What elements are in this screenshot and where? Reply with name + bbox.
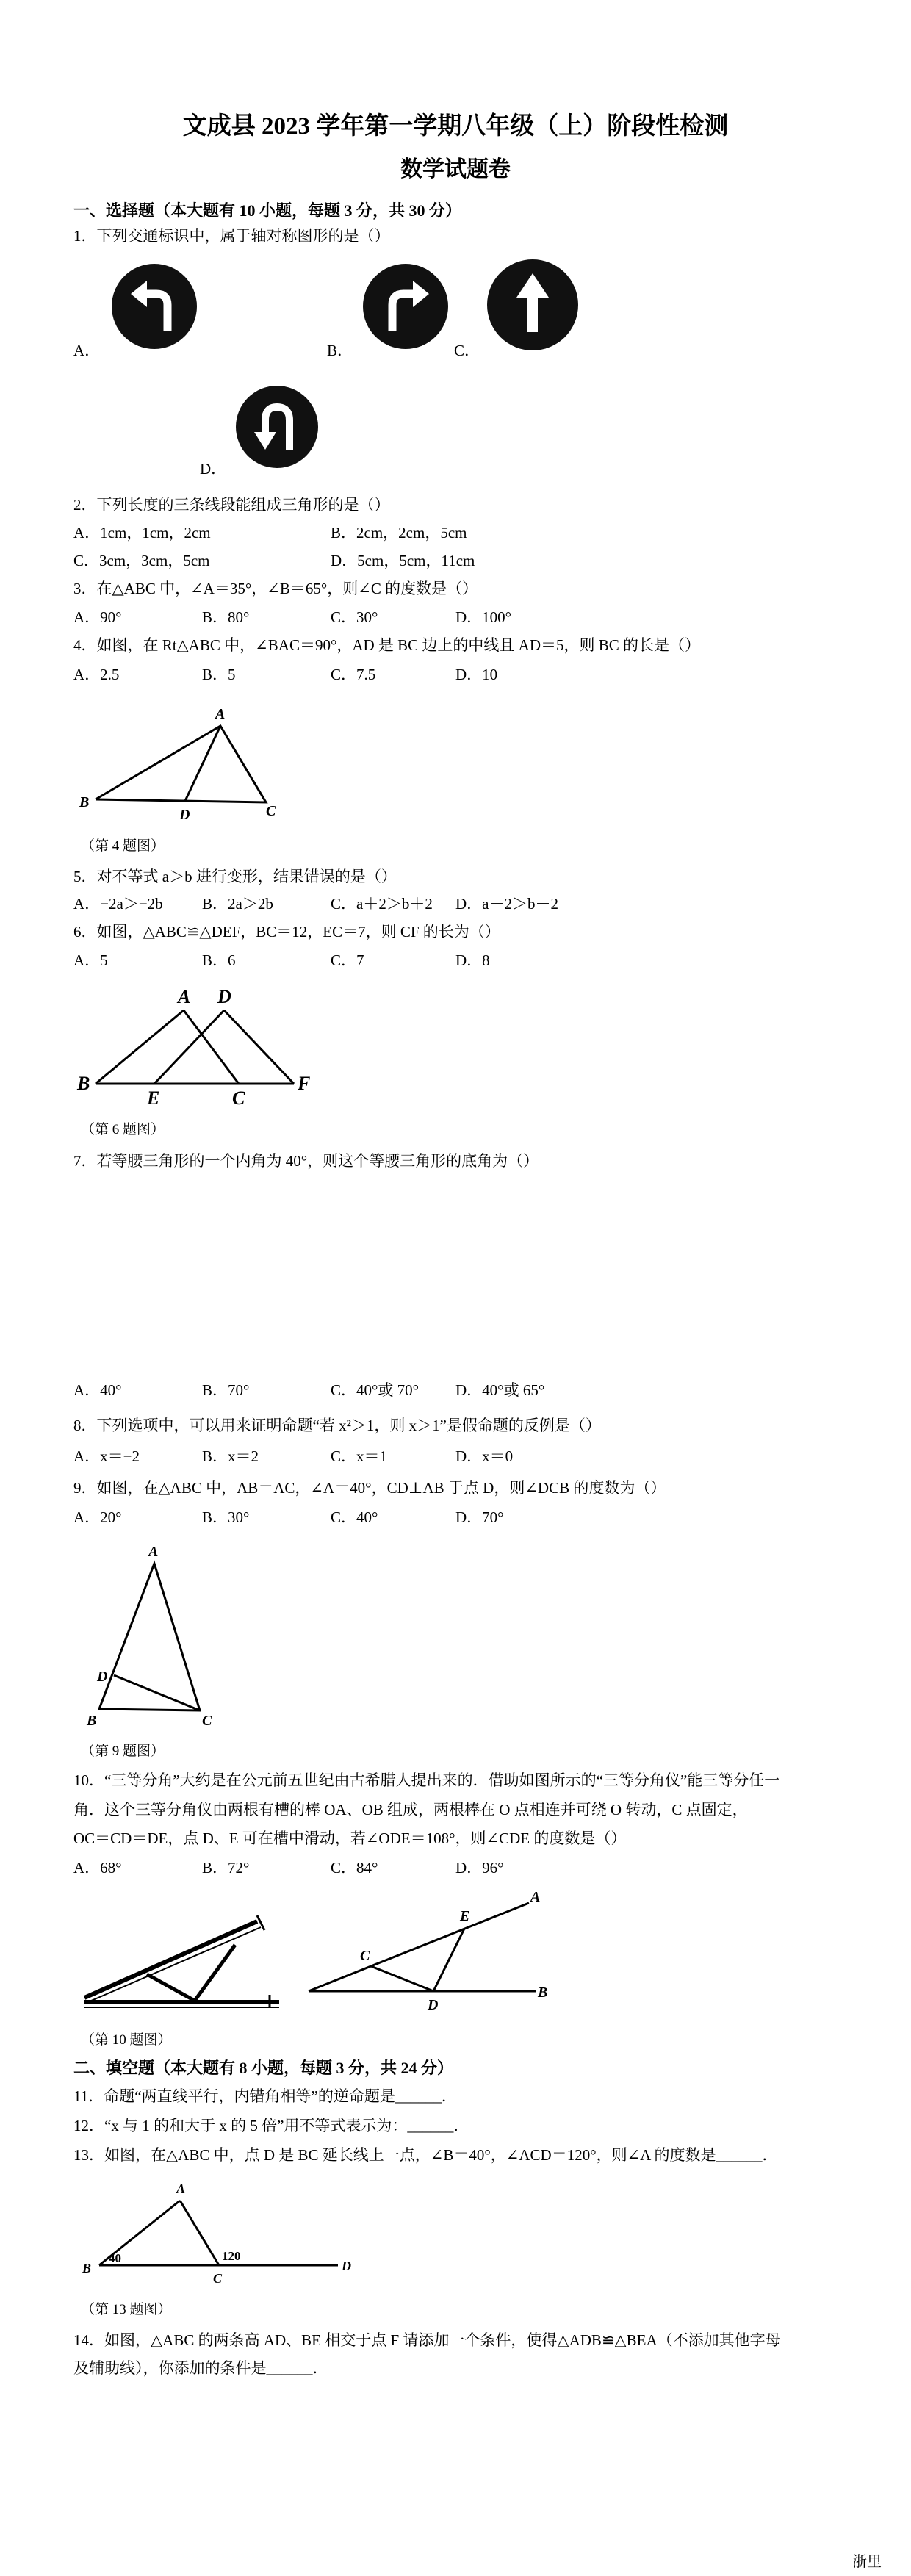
q6-caption: （第 6 题图） [81, 1122, 165, 1137]
q13-stem: 13．如图，在△ABC 中，点 D 是 BC 延长线上一点，∠B＝40°，∠ACD＝120°，则∠A 的度数是______． [73, 2146, 778, 2164]
exam-subtitle: 数学试题卷 [400, 157, 511, 181]
q4-label-d: D [179, 807, 190, 823]
q10-label-e: E [460, 1908, 470, 1924]
q1-label-a: A． [73, 342, 101, 359]
q2-option-d: D．5cm，5cm，11cm [331, 552, 475, 569]
turn-left-sign-icon [109, 261, 200, 352]
q7-stem: 7．若等腰三角形的一个内角为 40°，则这个等腰三角形的底角为（） [73, 1152, 539, 1170]
q4-label-b: B [79, 794, 90, 810]
q10-option-c: C．84° [331, 1859, 378, 1877]
q13-label-c: C [213, 2271, 223, 2286]
u-turn-sign-icon [234, 384, 320, 470]
q13-angle-acd: 120 [222, 2249, 241, 2263]
q8-option-c: C．x＝1 [331, 1447, 388, 1465]
q4-option-a: A．2.5 [73, 666, 120, 683]
q11-stem: 11．命题“两直线平行，内错角相等”的逆命题是______． [73, 2087, 457, 2105]
q13-label-b: B [82, 2261, 92, 2275]
q3-option-a: A．90° [73, 608, 122, 626]
q7-option-d: D．40°或 65° [455, 1381, 545, 1399]
q9-isosceles-triangle-figure [73, 1541, 235, 1733]
q6-option-b: B．6 [202, 951, 236, 969]
q4-triangle-figure [73, 698, 294, 823]
q4-option-d: D．10 [455, 666, 498, 683]
q13-triangle-figure [73, 2171, 367, 2289]
q5-option-c: C．a＋2＞b＋2 [331, 895, 433, 913]
q10-trisector-geometry-figure [301, 1888, 551, 2021]
q13-angle-b: 40 [109, 2251, 121, 2265]
q7-option-b: B．70° [202, 1381, 250, 1399]
q4-stem: 4．如图，在 Rt△ABC 中，∠BAC＝90°，AD 是 BC 边上的中线且 AD＝5，则 BC 的长是（） [73, 636, 701, 654]
q8-stem: 8．下列选项中，可以用来证明命题“若 x²＞1，则 x＞1”是假命题的反例是（） [73, 1417, 601, 1434]
q6-label-e: E [147, 1087, 160, 1109]
q5-option-b: B．2a＞2b [202, 895, 273, 913]
q6-label-f: F [298, 1073, 311, 1094]
q14-line-1: 14．如图，△ABC 的两条高 AD、BE 相交于点 F 请添加一个条件，使得△ADB≌△BEA（不添加其他字母 [73, 2331, 781, 2349]
q4-option-c: C．7.5 [331, 666, 376, 683]
q3-stem: 3．在△ABC 中，∠A＝35°，∠B＝65°，则∠C 的度数是（） [73, 580, 478, 597]
q10-option-b: B．72° [202, 1859, 250, 1877]
q4-option-b: B．5 [202, 666, 236, 683]
q9-label-b: B [87, 1713, 97, 1729]
q2-option-a: A．1cm，1cm，2cm [73, 524, 211, 542]
q13-label-d: D [342, 2259, 351, 2273]
straight-ahead-sign-icon [485, 257, 580, 353]
q10-label-d: D [428, 1997, 439, 2013]
q4-label-a: A [215, 706, 226, 722]
q6-label-d: D [217, 986, 231, 1007]
q3-option-b: B．80° [202, 608, 250, 626]
q4-caption: （第 4 题图） [81, 838, 165, 854]
q2-option-c: C．3cm，3cm，5cm [73, 552, 210, 569]
q6-option-c: C．7 [331, 951, 364, 969]
q10-label-b: B [538, 1985, 548, 2001]
q14-line-2: 及辅助线），你添加的条件是______． [73, 2359, 328, 2377]
q10-option-d: D．96° [455, 1859, 504, 1877]
q9-option-a: A．20° [73, 1508, 122, 1526]
q10-line-2: 角．这个三等分角仪由两根有槽的棒 OA、OB 组成，两根棒在 O 点相连并可绕 O 转动，C 点固定， [73, 1801, 748, 1818]
q7-option-c: C．40°或 70° [331, 1381, 420, 1399]
turn-right-sign-icon [360, 261, 451, 352]
q1-label-d: D． [200, 460, 227, 478]
q5-option-d: D．a－2＞b－2 [455, 895, 558, 913]
q10-label-c: C [360, 1948, 370, 1964]
q9-option-c: C．40° [331, 1508, 378, 1526]
q8-option-d: D．x＝0 [455, 1447, 514, 1465]
q9-caption: （第 9 题图） [81, 1744, 165, 1759]
section-heading-choice: 一、选择题（本大题有 10 小题，每题 3 分，共 30 分） [73, 201, 462, 220]
q7-option-a: A．40° [73, 1381, 122, 1399]
q6-label-b: B [77, 1073, 90, 1094]
q6-option-a: A．5 [73, 951, 108, 969]
q12-stem: 12．“x 与 1 的和大于 x 的 5 倍”用不等式表示为：______． [73, 2117, 469, 2134]
q13-caption: （第 13 题图） [81, 2302, 172, 2317]
q9-label-a: A [148, 1544, 159, 1560]
trisector-tool-illustration [77, 1907, 290, 2017]
q2-stem: 2．下列长度的三条线段能组成三角形的是（） [73, 496, 390, 514]
q13-label-a: A [176, 2181, 186, 2196]
q9-option-b: B．30° [202, 1508, 250, 1526]
q5-stem: 5．对不等式 a＞b 进行变形，结果错误的是（） [73, 868, 397, 885]
q9-label-c: C [202, 1713, 212, 1729]
q8-option-b: B．x＝2 [202, 1447, 259, 1465]
q6-label-c: C [232, 1087, 245, 1109]
q10-line-3: OC＝CD＝DE，点 D、E 可在槽中滑动，若∠ODE＝108°，则∠CDE 的度数是（） [73, 1830, 627, 1847]
q3-option-d: D．100° [455, 608, 512, 626]
q1-stem: 1．下列交通标识中，属于轴对称图形的是（） [73, 227, 390, 245]
q5-option-a: A．−2a＞−2b [73, 895, 163, 913]
q6-label-a: A [178, 986, 191, 1007]
q1-label-c: C． [454, 342, 480, 359]
exam-title: 文成县 2023 学年第一学期八年级（上）阶段性检测 [182, 113, 729, 140]
q6-option-d: D．8 [455, 951, 490, 969]
q9-option-d: D．70° [455, 1508, 504, 1526]
q6-stem: 6．如图，△ABC≌△DEF，BC＝12，EC＝7，则 CF 的长为（） [73, 923, 500, 940]
q10-line-1: 10．“三等分角”大约是在公元前五世纪由古希腊人提出来的．借助如图所示的“三等分角仪”能三等分任一 [73, 1771, 780, 1789]
q3-option-c: C．30° [331, 608, 378, 626]
q1-label-b: B． [327, 342, 353, 359]
q9-label-d: D [97, 1669, 108, 1685]
corner-watermark-text: 浙里 [852, 2554, 882, 2570]
q2-option-b: B．2cm，2cm，5cm [331, 524, 467, 542]
q10-label-a: A [530, 1889, 541, 1905]
q9-stem: 9．如图，在△ABC 中，AB＝AC，∠A＝40°，CD⊥AB 于点 D，则∠DCB 的度数为（） [73, 1479, 666, 1497]
q10-caption: （第 10 题图） [81, 2032, 172, 2048]
q4-label-c: C [266, 803, 276, 819]
q10-option-a: A．68° [73, 1859, 122, 1877]
section-heading-fill-in: 二、填空题（本大题有 8 小题，每题 3 分，共 24 分） [73, 2059, 454, 2077]
q8-option-a: A．x＝−2 [73, 1447, 140, 1465]
q6-congruent-triangles-figure [73, 981, 323, 1109]
